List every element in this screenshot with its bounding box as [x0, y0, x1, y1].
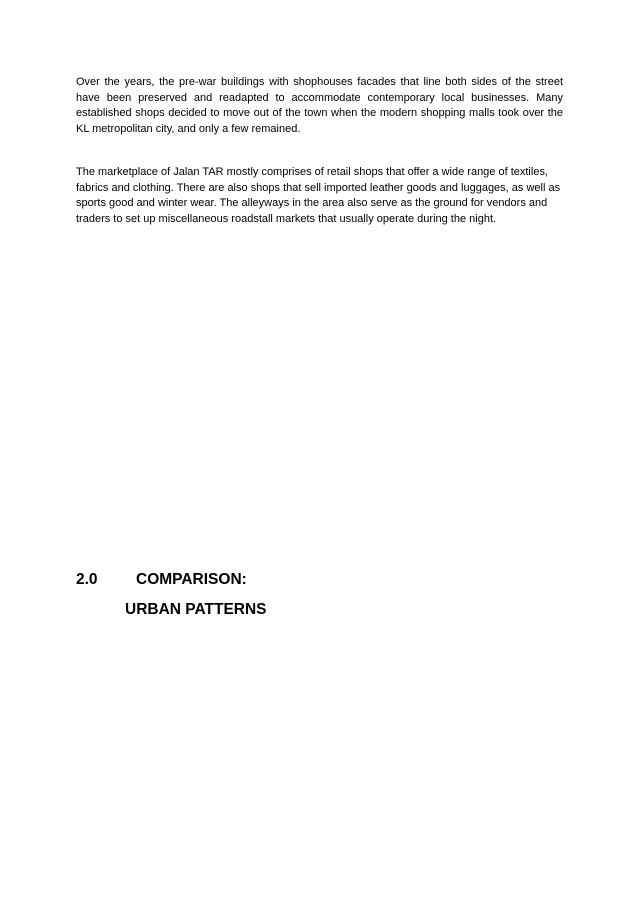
section-number: 2.0	[76, 571, 98, 588]
section-title: COMPARISON:	[136, 571, 247, 588]
section-subtitle: URBAN PATTERNS	[125, 601, 267, 618]
body-paragraph: Over the years, the pre-war buildings with shophouses facades that line both sides of the street have been preserved and readapted to accommodate contemporary local businesses. Many established shops decided to move out of the town when the modern shopping malls took over the KL metropolitan city, and only a few remained.	[76, 76, 563, 135]
body-paragraph: The marketplace of Jalan TAR mostly comprises of retail shops that offer a wide range of textiles, fabrics and clothing. There are also shops that sell imported leather goods and luggages, as well as sports good and winter wear. The alleyways in the area also serve as the ground for vendors and traders to set up miscellaneous roadstall markets that usually operate during the night.	[76, 166, 561, 225]
